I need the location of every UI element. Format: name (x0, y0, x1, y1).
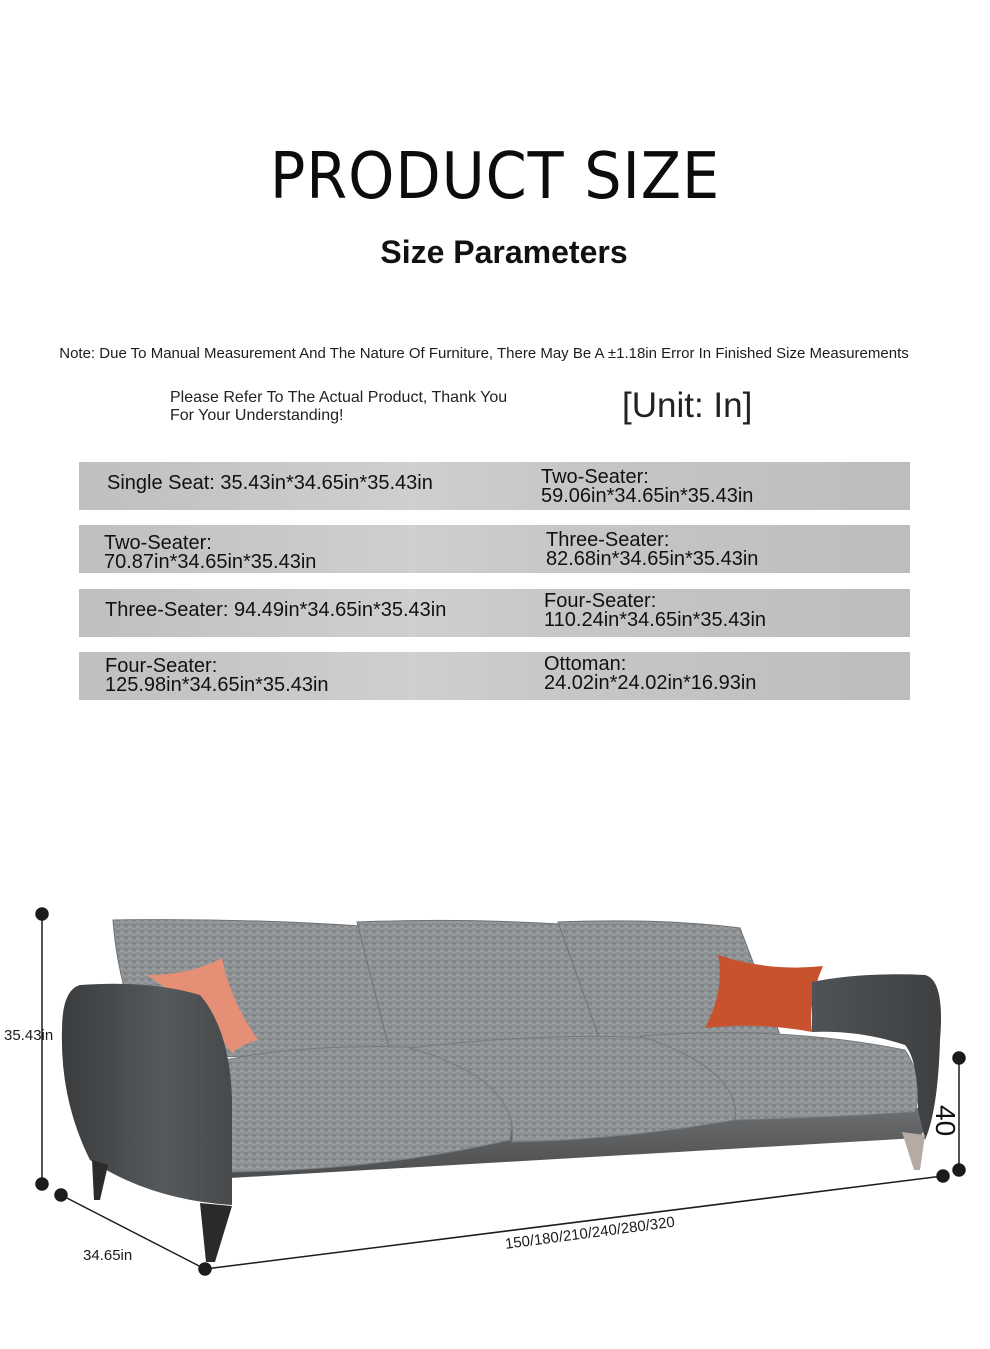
unit-label: [Unit: In] (622, 386, 753, 425)
height-dimension-label: 35.43in (4, 1027, 54, 1044)
size-value: 59.06in*34.65in*35.43in (541, 485, 754, 507)
size-row (79, 525, 910, 573)
back-cushion-middle (357, 920, 600, 1052)
size-label: Four-Seater: (544, 590, 657, 612)
size-two-seater-b (104, 534, 316, 572)
size-label: Two-Seater: (541, 466, 649, 488)
leg-front-right (902, 1132, 925, 1170)
size-two-seater-a (541, 468, 753, 506)
size-row (79, 652, 910, 700)
refer-message (170, 389, 550, 425)
page-subtitle: Size Parameters (380, 234, 628, 270)
armrest-left (62, 984, 232, 1205)
seat-height-dimension-label: 40 (930, 1105, 961, 1137)
refer-line-2: For Your Understanding! (170, 407, 344, 424)
size-value: 82.68in*34.65in*35.43in (546, 548, 759, 570)
size-four-seater-b (105, 657, 329, 695)
leg-front-left (200, 1203, 232, 1262)
size-four-seater-a (544, 592, 766, 630)
size-row (79, 589, 910, 637)
size-three-seater-b: Three-Seater: 94.49in*34.65in*35.43in (105, 599, 447, 621)
size-single-seat: Single Seat: 35.43in*34.65in*35.43in (107, 472, 433, 494)
size-value: 125.98in*34.65in*35.43in (105, 674, 329, 696)
size-row (79, 462, 910, 510)
refer-line-1: Please Refer To The Actual Product, Thank You (170, 389, 508, 406)
size-value: 110.24in*34.65in*35.43in (544, 609, 767, 631)
pillow-right (705, 955, 823, 1032)
size-ottoman (544, 655, 756, 693)
measurement-note: Note: Due To Manual Measurement And The Nature Of Furniture, There May Be A ±1.18in Error In Finished Size Measurements (59, 345, 909, 362)
leg-back-left (92, 1160, 108, 1200)
page-title: PRODUCT SIZE (269, 140, 721, 214)
size-label: Ottoman: (544, 653, 627, 675)
depth-dimension-label: 34.65in (83, 1247, 133, 1264)
width-dimension-label: 150/180/210/240/280/320 (504, 1213, 676, 1253)
size-value: 70.87in*34.65in*35.43in (104, 551, 317, 573)
size-value: 24.02in*24.02in*16.93in (544, 672, 757, 694)
size-label: Two-Seater: (104, 532, 212, 554)
size-label: Three-Seater: (546, 529, 670, 551)
sofa-dimension-illustration (0, 880, 990, 1320)
size-three-seater-a (546, 531, 758, 569)
size-label: Four-Seater: (105, 655, 218, 677)
